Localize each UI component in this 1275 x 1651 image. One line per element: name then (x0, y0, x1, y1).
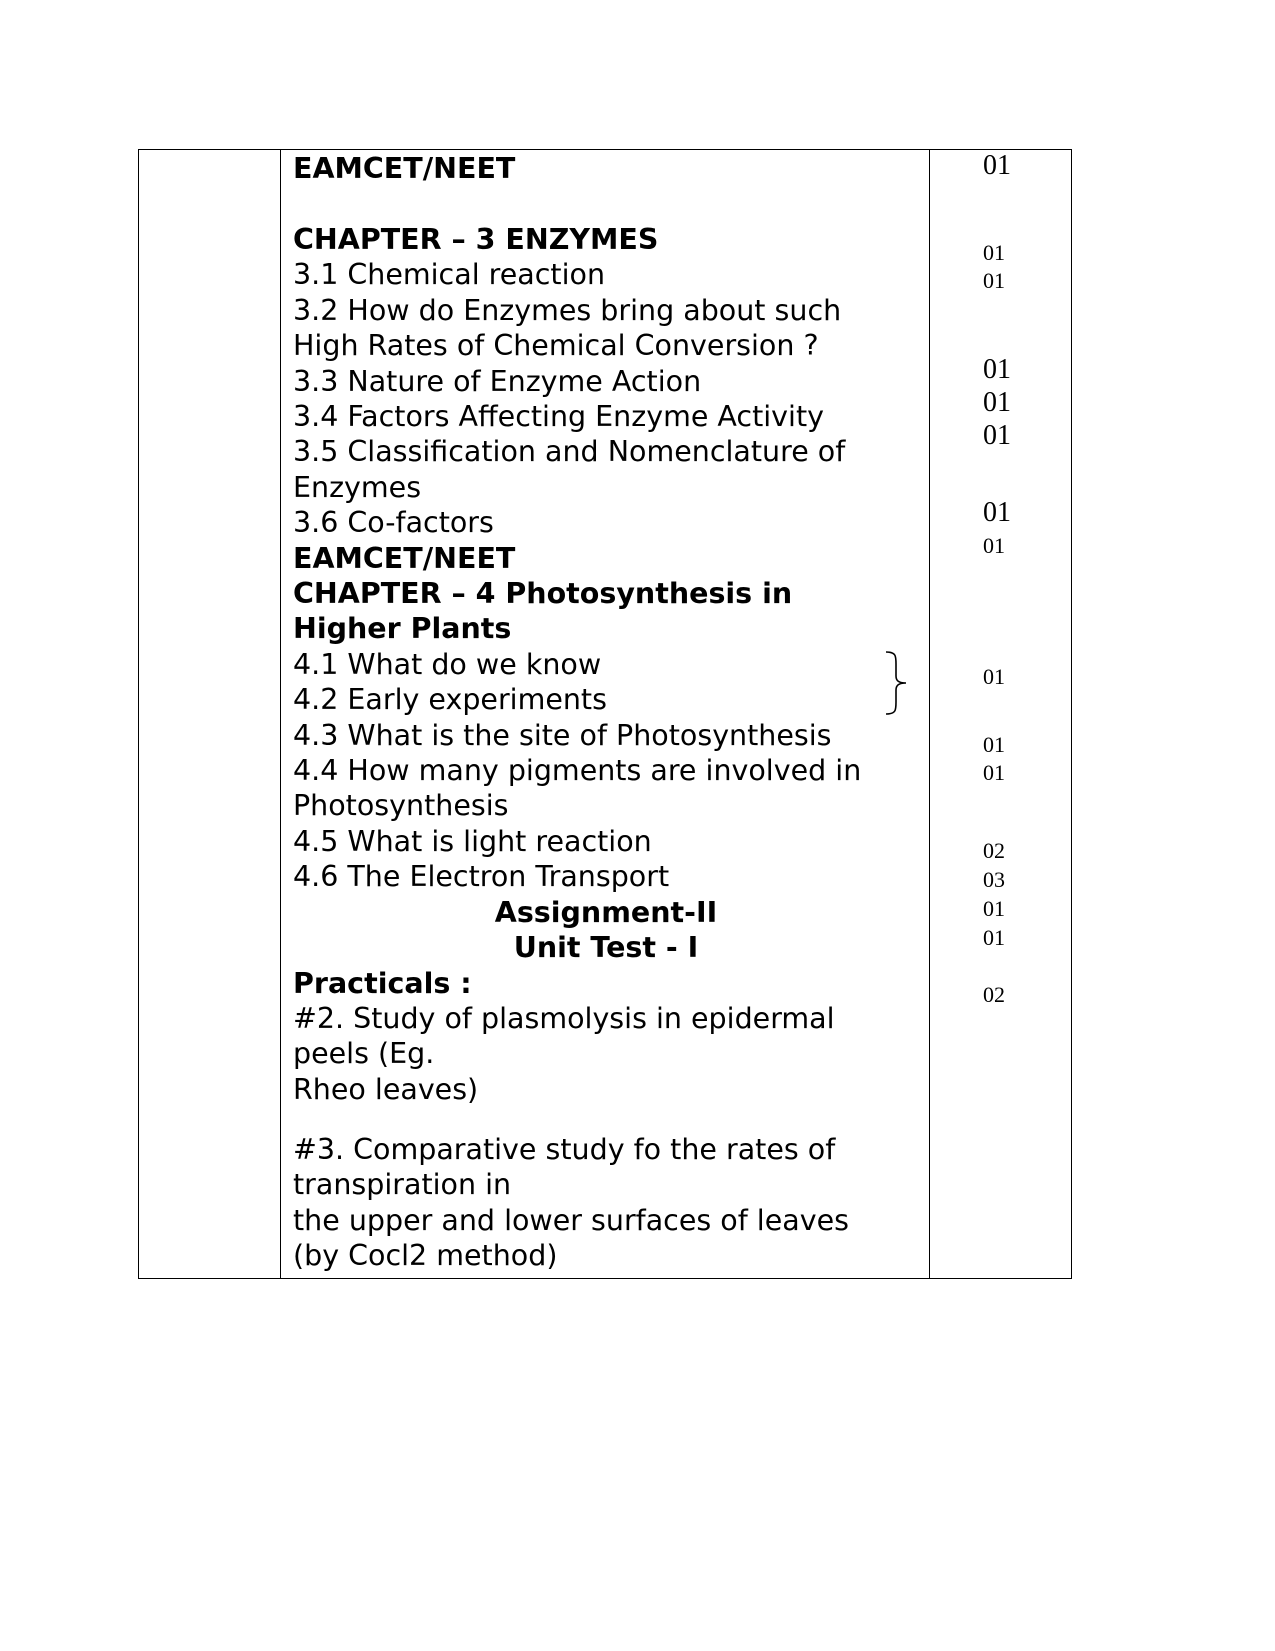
topic-line: 4.4 How many pigments are involved in (293, 754, 862, 787)
period-count: 01 (983, 354, 1011, 385)
practical-line: Rheo leaves) (293, 1073, 479, 1106)
period-count: 01 (983, 150, 1011, 181)
period-count: 02 (983, 982, 1005, 1007)
practicals-heading: Practicals : (293, 967, 472, 1000)
topic-line: 4.1 What do we know (293, 648, 602, 681)
period-count: 01 (983, 497, 1011, 528)
topic-line: 3.4 Factors Affecting Enzyme Activity (293, 400, 825, 433)
practical-line: #2. Study of plasmolysis in epidermal (293, 1002, 835, 1035)
period-count: 01 (983, 420, 1011, 451)
practical-line: the upper and lower surfaces of leaves (293, 1204, 849, 1237)
period-count: 01 (983, 268, 1005, 293)
topic-line: 3.5 Classification and Nomenclature of (293, 435, 846, 468)
topic-line: 3.3 Nature of Enzyme Action (293, 365, 702, 398)
topic-line: 3.2 How do Enzymes bring about such (293, 294, 842, 327)
topic-line: 4.3 What is the site of Photosynthesis (293, 719, 832, 752)
topic-line: High Rates of Chemical Conversion ? (293, 329, 819, 362)
topic-line: 4.5 What is light reaction (293, 825, 652, 858)
period-count: 02 (983, 838, 1005, 863)
assignment-heading: Assignment-II (494, 896, 718, 929)
period-count: 01 (983, 925, 1005, 950)
chapter-heading: Higher Plants (293, 612, 512, 645)
period-count: 01 (983, 732, 1005, 757)
topic-heading: EAMCET/NEET (293, 542, 516, 575)
practical-line: peels (Eg. (293, 1037, 435, 1070)
period-count: 01 (983, 760, 1005, 785)
topic-line: 4.2 Early experiments (293, 683, 607, 716)
period-count: 01 (983, 896, 1005, 921)
period-count: 01 (983, 387, 1011, 418)
curly-brace-icon (880, 650, 912, 716)
period-count: 03 (983, 867, 1005, 892)
practical-line: (by Cocl2 method) (293, 1239, 558, 1272)
period-count: 01 (983, 533, 1005, 558)
topic-line: 3.1 Chemical reaction (293, 258, 606, 291)
topic-line: Photosynthesis (293, 789, 509, 822)
unit-test-heading: Unit Test - I (513, 931, 699, 964)
topic-heading: EAMCET/NEET (293, 152, 516, 185)
column-divider-right (929, 149, 930, 1279)
topic-line: Enzymes (293, 471, 422, 504)
chapter-heading: CHAPTER – 4 Photosynthesis in (293, 577, 793, 610)
topic-line: 3.6 Co-factors (293, 506, 494, 539)
period-count: 01 (983, 664, 1005, 689)
practical-line: transpiration in (293, 1168, 512, 1201)
topic-line: 4.6 The Electron Transport (293, 860, 670, 893)
practical-line: #3. Comparative study fo the rates of (293, 1133, 836, 1166)
chapter-heading: CHAPTER – 3 ENZYMES (293, 223, 659, 256)
column-divider-left (280, 149, 281, 1279)
period-count: 01 (983, 240, 1005, 265)
